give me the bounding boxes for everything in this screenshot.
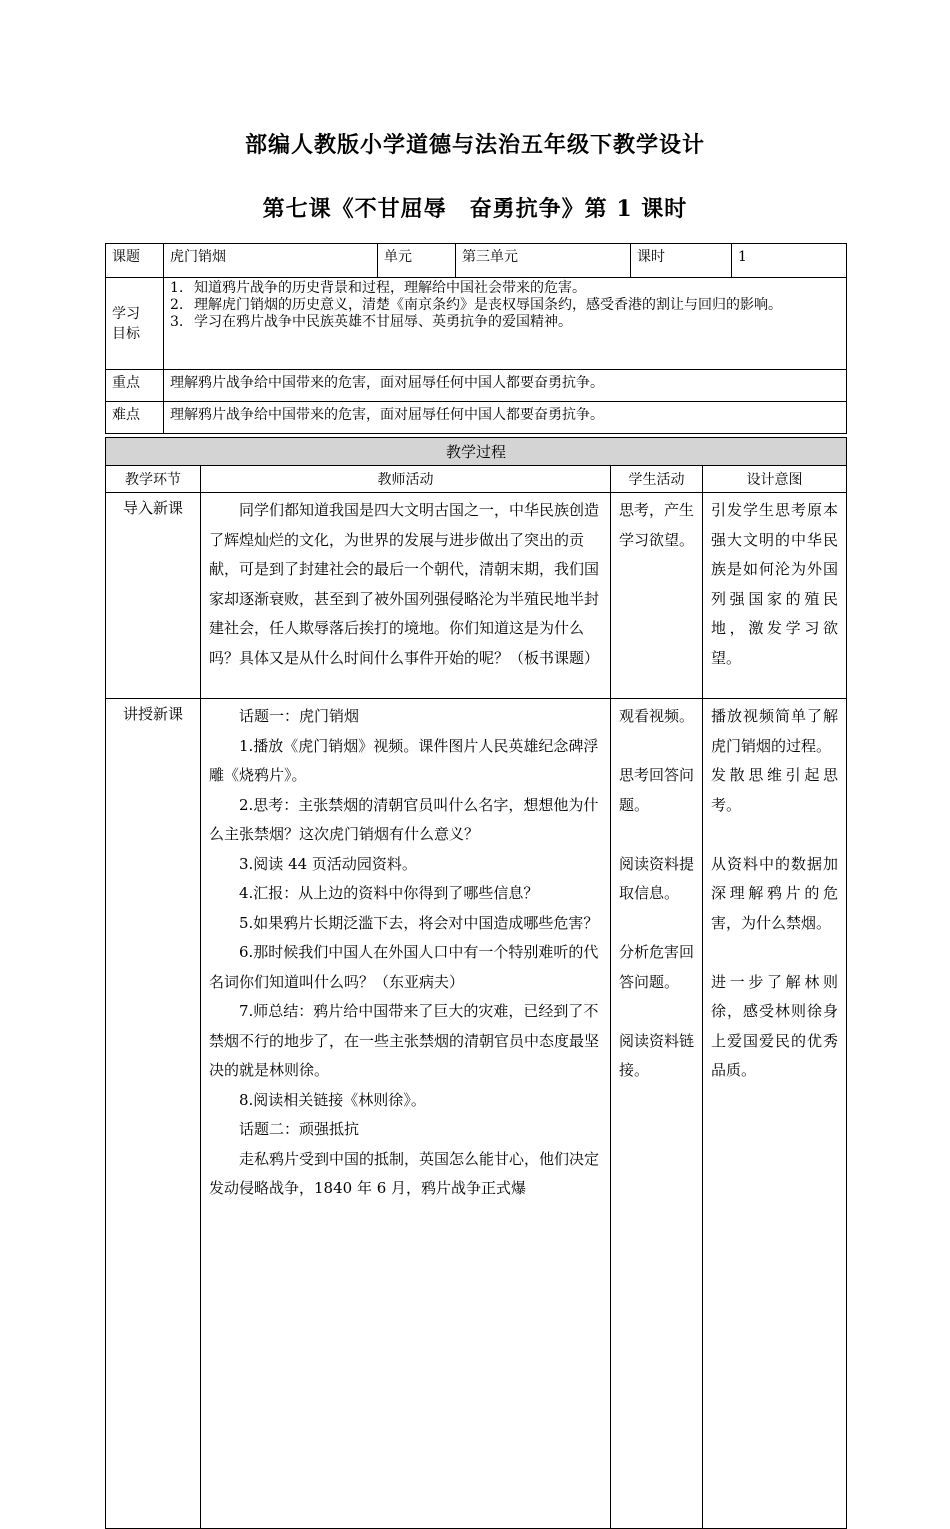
table-row — [106, 493, 847, 699]
lesson-title: 第七课《不甘屈辱 奋勇抗争》第 1 课时 — [262, 196, 688, 222]
column-header: 学生活动 — [611, 466, 703, 493]
stage-new: 讲授新课 — [106, 699, 201, 1529]
unit-label: 单元 — [378, 244, 456, 278]
difficulty-value: 理解鸦片战争给中国带来的危害，面对屈辱任何中国人都要奋勇抗争。 — [164, 402, 847, 434]
lesson-info-table — [105, 243, 847, 434]
period-value: 1 — [732, 244, 847, 278]
goals-label: 学习目标 — [106, 278, 164, 370]
student-activity-new: 观看视频。 思考回答问题。 阅读资料提取信息。 分析危害回答问题。 阅读资料链接。 — [611, 699, 703, 1529]
column-header: 设计意图 — [703, 466, 847, 493]
student-activity-intro: 思考，产生学习欲望。 — [611, 493, 703, 699]
stage-intro: 导入新课 — [106, 493, 201, 699]
goals-list — [170, 280, 840, 331]
column-header: 教学环节 — [106, 466, 201, 493]
topic-value: 虎门销烟 — [164, 244, 378, 278]
goal-item: 3. 学习在鸦片战争中民族英雄不甘屈辱、英勇抗争的爱国精神。 — [170, 314, 572, 330]
table-row — [106, 699, 847, 1529]
key-point-label: 重点 — [106, 370, 164, 402]
difficulty-label: 难点 — [106, 402, 164, 434]
goal-item: 1. 知道鸦片战争的历史背景和过程，理解给中国社会带来的危害。 — [170, 280, 586, 296]
teacher-activity-intro: 同学们都知道我国是四大文明古国之一，中华民族创造了辉煌灿烂的文化，为世界的发展与进步做出了突出的贡献，可是到了封建社会的最后一个朝代，清朝末期，我们国家却逐渐衰败，甚至到了被外国列强侵略沦为半殖民地半封建社会，任人欺辱落后挨打的境地。你们知道这是为什么吗？具体又是从什么时间什么事件开始的呢？（板书课题） — [201, 493, 611, 699]
design-intent-intro: 引发学生思考原本强大文明的中华民族是如何沦为外国列强国家的殖民地，激发学习欲望。 — [703, 493, 847, 699]
unit-value: 第三单元 — [456, 244, 631, 278]
process-header: 教学过程 — [106, 438, 847, 466]
period-label: 课时 — [631, 244, 732, 278]
column-header: 教师活动 — [201, 466, 611, 493]
key-point-value: 理解鸦片战争给中国带来的危害，面对屈辱任何中国人都要奋勇抗争。 — [164, 370, 847, 402]
goals-cell — [164, 278, 847, 370]
design-intent-new: 播放视频简单了解虎门销烟的过程。 发散思维引起思考。 从资料中的数据加深理解鸦片的危害，为什么禁烟。 进一步了解林则徐，感受林则徐身上爱国爱民的优秀品质。 — [703, 699, 847, 1529]
topic-label: 课题 — [106, 244, 164, 278]
teaching-process-table — [105, 437, 847, 1529]
goal-item: 2. 理解虎门销烟的历史意义，清楚《南京条约》是丧权辱国条约，感受香港的割让与回归的影响。 — [170, 297, 782, 313]
document-title: 部编人教版小学道德与法治五年级下教学设计 — [244, 132, 705, 158]
teacher-activity-new: 话题一：虎门销烟 1.播放《虎门销烟》视频。课件图片人民英雄纪念碑浮雕《烧鸦片》。 2.思考：主张禁烟的清朝官员叫什么名字，想想他为什么主张禁烟？这次虎门销烟有什么意义？ 3.阅读 44 页活动园资料。 4.汇报：从上边的资料中你得到了哪些信息？ 5.如果鸦片长期泛滥下去，将会对中国造成哪些危害？ 6.那时候我们中国人在外国人口中有一个特别难听的代名词你们知道叫什么吗？（东亚病夫） 7.师总结：鸦片给中国带来了巨大的灾难，已经到了不禁烟不行的地步了，在一些主张禁烟的清朝官员中态度最坚决的就是林则徐。 8.阅读相关链接《林则徐》。 话题二：顽强抵抗 走私鸦片受到中国的抵制，英国怎么能甘心，他们决定发动侵略战争，1840 年 6 月，鸦片战争正式爆 — [201, 699, 611, 1529]
